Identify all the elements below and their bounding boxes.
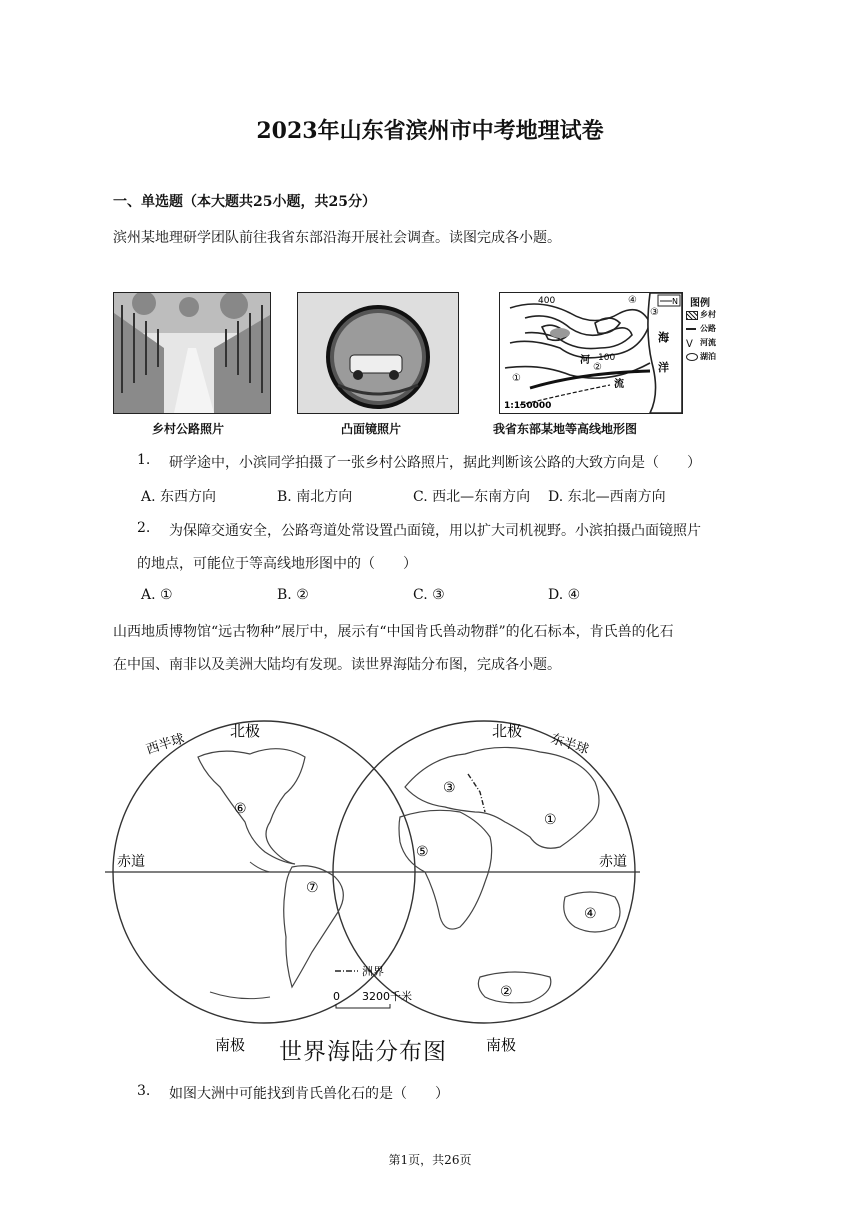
eurasia-outline [405,747,599,848]
q1-number: 1. [137,452,151,468]
africa-outline [399,810,492,929]
q1-option-b: B. 南北方向 [277,489,353,505]
intro-paragraph-1: 滨州某地理研学团队前往我省东部沿海开展社会调查。读图完成各小题。 [113,230,561,246]
map-marker-1: ① [512,373,521,384]
sea-char-1: 海 [658,331,669,344]
rural-road-photo [113,292,271,414]
sea-char-2: 洋 [658,361,669,374]
continent-label-1: ① [544,812,557,828]
east-hemisphere-label: 东半球 [548,731,591,758]
map-marker-2: ② [593,362,602,373]
q2-option-d: D. ④ [548,587,581,603]
legend-road: 公路 [700,323,716,333]
south-pole-right-label: 南极 [486,1036,517,1054]
q2-option-c: C. ③ [413,587,445,603]
legend-lake-icon [686,353,698,361]
world-land-sea-map [100,712,660,1072]
q2-option-a: A. ① [141,587,173,603]
contour-map-image [500,293,682,413]
river-char-2: 流 [614,379,624,390]
q3-text: 如图大洲中可能找到肯氏兽化石的是（ ） [169,1086,449,1102]
q1-text: 研学途中，小滨同学拍摄了一张乡村公路照片，据此判断该公路的大致方向是（ ） [169,455,701,471]
intro-paragraph-2-line2: 在中国、南非以及美洲大陆均有发现。读世界海陆分布图，完成各小题。 [113,657,561,673]
continent-label-5: ⑤ [416,844,429,860]
q1-option-c: C. 西北—东南方向 [413,489,531,505]
legend-title: 图例 [690,298,710,309]
continent-label-4: ④ [584,906,597,922]
scale-bar [336,1004,390,1008]
rural-road-photo-image [114,293,270,413]
convex-mirror-photo-image [298,293,458,413]
contour-label-100: 100 [598,353,616,363]
north-america-outline [198,749,305,864]
world-map-title: 世界海陆分布图 [279,1039,447,1065]
north-pole-right-label: 北极 [492,722,523,740]
q2-option-b: B. ② [277,587,309,603]
page-footer: 第1页，共26页 [388,1153,472,1167]
river-char-1: 河 [580,355,590,366]
equator-left-label: 赤道 [117,854,145,870]
road-photo-caption: 乡村公路照片 [152,422,225,436]
contour-map [499,292,683,414]
contour-label-400: 400 [538,296,556,306]
continent-label-2: ② [500,984,513,1000]
page-title: 2023年山东省滨州市中考地理试卷 [256,118,604,144]
north-arrow-label: N [672,297,678,306]
convex-mirror-photo [297,292,459,414]
q3-number: 3. [137,1083,151,1099]
legend-river: 河流 [700,337,716,347]
equator-right-label: 赤道 [599,854,627,870]
intro-paragraph-2-line1: 山西地质博物馆“远古物种”展厅中，展示有“中国肯氏兽动物群”的化石标本，肯氏兽的化石 [113,624,674,640]
section-heading: 一、单选题（本大题共25小题，共25分） [113,194,376,210]
scale-zero-label: 0 [333,990,340,1003]
continent-label-3: ③ [443,780,456,796]
antarctica-outline [478,972,551,1003]
scale-distance-label: 3200千米 [362,990,412,1003]
continent-boundary-label: 洲界 [362,965,384,978]
west-hemisphere-label: 西半球 [144,731,187,758]
q2-text-line2: 的地点，可能位于等高线地形图中的（ ） [137,556,417,572]
mirror-photo-caption: 凸面镜照片 [341,422,402,436]
south-pole-left-label: 南极 [215,1036,246,1054]
map-scale: 1:150000 [504,401,552,411]
q1-option-d: D. 东北—西南方向 [548,489,666,505]
q2-text-line1: 为保障交通安全，公路弯道处常设置凸面镜，用以扩大司机视野。小滨拍摄凸面镜照片 [169,523,701,539]
legend-river-icon: ᐯ [686,339,693,350]
legend-village: 乡村 [700,309,716,319]
legend-lake: 湖泊 [700,351,716,361]
continent-label-7: ⑦ [306,880,319,896]
map-marker-3: ③ [650,307,659,318]
continent-label-6: ⑥ [234,801,247,817]
contour-map-caption: 我省东部某地等高线地形图 [493,422,638,436]
legend-road-icon [686,328,696,330]
legend-village-icon [686,311,698,320]
map-marker-4: ④ [628,295,637,306]
q2-number: 2. [137,520,151,536]
q1-option-a: A. 东西方向 [141,489,217,505]
north-pole-left-label: 北极 [230,722,261,740]
